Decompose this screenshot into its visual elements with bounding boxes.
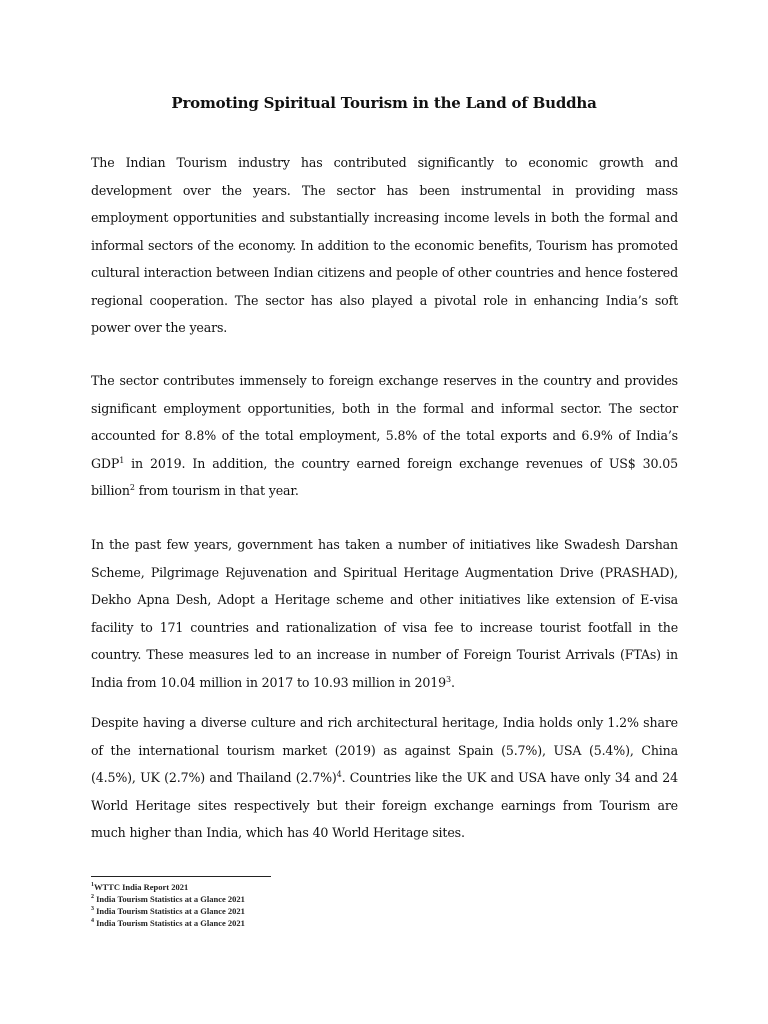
footnote-text: WTTC India Report 2021 (94, 882, 189, 892)
footnote-3 (91, 905, 491, 917)
footnote-text: India Tourism Statistics at a Glance 2021 (94, 918, 245, 928)
footnote-ref-4: 4 (336, 769, 342, 779)
paragraph-text: In the past few years, government has taken a number of initiatives like Swadesh Darshan Scheme, Pilgrimage Rejuvenation and Spiritual Heritage Augmentation Drive (PRASHAD), Dekho Apna Desh, Adopt a Heritage scheme and other initiatives like extension of E-visa facility to 171 countries and rationalization of visa fee to increase tourist footfall in the country. These measures led to an increase in number of Foreign Tourist Arrivals (FTAs) in India from 10.04 million in 2017 to 10.93 million in 2019 (91, 537, 678, 690)
footnote-ref-2: 2 (129, 482, 135, 492)
paragraph-text: from tourism in that year. (134, 483, 299, 498)
paragraph-text: in 2019. In addition, the country earned foreign exchange revenues of US$ 30.05 billion (91, 455, 678, 498)
footnote-ref-3: 3 (446, 674, 451, 684)
footnote-text: India Tourism Statistics at a Glance 2021 (94, 894, 245, 904)
paragraph-text: . Countries like the UK and USA have only 34 and 24 World Heritage sites respectively but their foreign exchange earnings from Tourism are much higher than India, which has 40 World Heritage sites. (91, 770, 678, 840)
footnote-number: 1 (91, 882, 94, 889)
paragraph-text: . (450, 674, 455, 690)
paragraph-government-initiatives (91, 531, 678, 696)
footnote-text: India Tourism Statistics at a Glance 2021 (94, 906, 245, 916)
footnote-4 (91, 917, 491, 929)
paragraph-text: The sector contributes immensely to foreign exchange reserves in the country and provides significant employment opportunities, both in the formal and informal sector. The sector accounted for 8.8% of the total employment, 5.8% of the total exports and 6.9% of India’s GDP (91, 373, 678, 471)
footnote-number: 2 (91, 894, 94, 901)
footnote-1 (91, 881, 491, 893)
paragraph-economic-contribution (91, 367, 678, 505)
paragraph-intro (91, 149, 678, 342)
footnote-2 (91, 893, 491, 905)
paragraph-text: The Indian Tourism industry has contributed significantly to economic growth and development over the years. The sector has been instrumental in providing mass employment opportunities and substantially increasing income levels in both the formal and informal sectors of the economy. In addition to the economic benefits, Tourism has promoted cultural interaction between Indian citizens and people of other countries and hence fostered regional cooperation. The sector has also played a pivotal role in enhancing India’s soft power over the years. (91, 155, 678, 335)
footnote-number: 4 (91, 918, 94, 925)
footnotes (91, 881, 491, 929)
footnote-divider (91, 876, 271, 877)
paragraph-market-share (91, 709, 678, 847)
page-title: Promoting Spiritual Tourism in the Land of Buddha (171, 94, 597, 112)
footnote-ref-1: 1 (119, 455, 125, 465)
footnote-number: 3 (91, 906, 94, 913)
paragraph-text: Despite having a diverse culture and rich architectural heritage, India holds only 1.2% share of the international tourism market (2019) as against Spain (5.7%), USA (5.4%), China (4.5%), UK (2.7%) and Thailand (2.7%) (91, 715, 678, 785)
